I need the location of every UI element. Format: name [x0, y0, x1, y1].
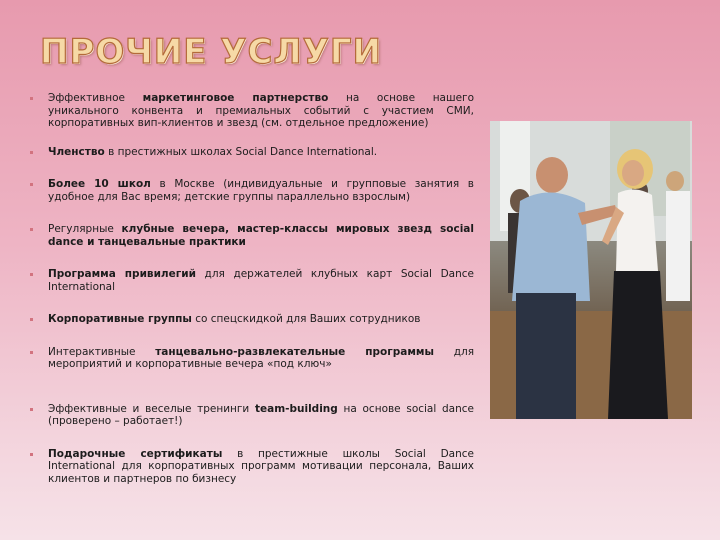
service-item-text: со спецскидкой для Ваших сотрудников	[191, 313, 421, 325]
service-item	[26, 448, 474, 486]
service-item	[26, 268, 474, 293]
services-list	[26, 92, 474, 485]
dance-photo	[490, 121, 692, 419]
service-item-highlight: team-building	[254, 402, 338, 415]
dancing-couple-image	[490, 121, 692, 419]
service-item-text: Эффективное	[48, 92, 143, 104]
service-item-text: в престижных школах Social Dance International.	[104, 145, 378, 158]
service-item-highlight: Корпоративные группы	[48, 313, 192, 325]
service-item-text: для держателей клубных карт Social Dance International	[48, 268, 474, 293]
service-item-highlight: танцевально-развлекательные программы	[155, 345, 434, 358]
service-item	[26, 178, 474, 203]
service-item	[26, 313, 474, 326]
service-item-text: в Москве (индивидуальные и групповые занятия в удобное для Вас время; детские группы параллельно взрослым)	[48, 178, 474, 203]
service-item-text: на основе social dance (проверено – работает!)	[48, 402, 474, 427]
service-item	[26, 403, 474, 428]
service-item	[26, 346, 474, 371]
service-item-text: в престижные школы Social Dance International для корпоративных программ мотивации персонала, Ваших клиентов и партнеров по бизнесу	[48, 447, 474, 485]
service-item	[26, 92, 474, 130]
service-item-text: на основе нашего уникального конвента и премиальных событий с участием СМИ, корпоративных вип-клиентов и звезд (см. отдельное предложение)	[48, 92, 475, 129]
service-item-text: Интерактивные	[48, 345, 156, 358]
service-item-highlight: Программа привилегий	[48, 268, 196, 280]
service-item-highlight: Более 10 школ	[48, 178, 151, 190]
service-item	[26, 146, 474, 159]
service-item-highlight: маркетинговое партнерство	[142, 92, 329, 104]
service-item-highlight: Членство	[48, 145, 105, 158]
slide-title: ПРОЧИЕ УСЛУГИ	[40, 32, 383, 72]
service-item-highlight: Подарочные сертификаты	[48, 447, 223, 460]
service-item	[26, 223, 474, 248]
service-item-text: Регулярные	[48, 223, 122, 235]
service-item-text: Эффективные и веселые тренинги	[48, 402, 255, 415]
service-item-text: для мероприятий и корпоративные вечера «под ключ»	[48, 345, 475, 370]
service-item-highlight: клубные вечера, мастер-классы мировых звезд social dance и танцевальные практики	[48, 223, 474, 248]
